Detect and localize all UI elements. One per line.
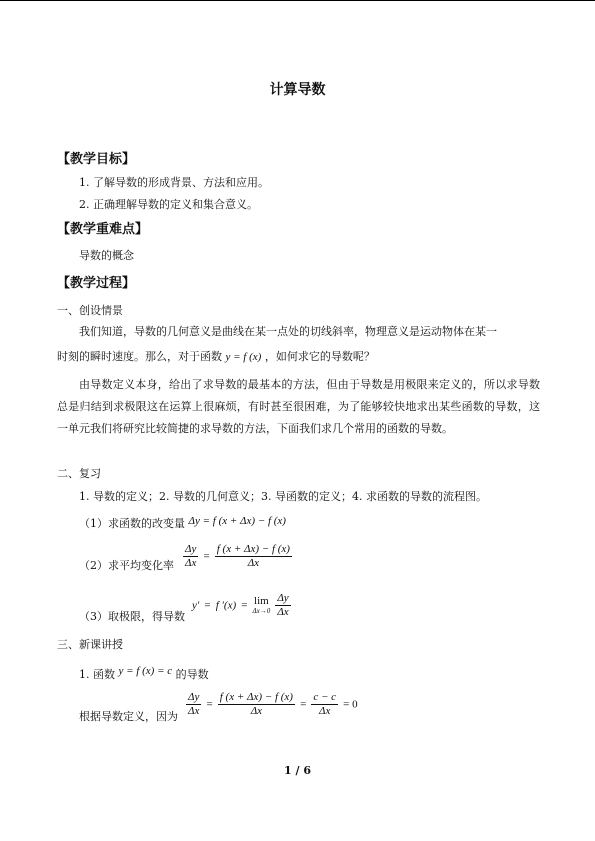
step2-label: （2）求平均变化率 [79, 559, 174, 572]
function-formula-y-fx: y = f (x) [225, 351, 262, 363]
goal-item-2: 2. 正确理解导数的定义和集合意义。 [79, 198, 258, 211]
item1-formula: y = f (x) = c [118, 665, 173, 677]
part1-paragraph-1 [57, 321, 540, 343]
item1-derivation-label: 根据导数定义，因为 [79, 710, 178, 723]
deriv-mid-denominator: Δx [250, 705, 263, 717]
page-title: 计算导数 [269, 82, 326, 98]
step3-formula [192, 592, 291, 619]
step2-lhs-denominator: Δx [185, 557, 197, 569]
step3-y-prime: y′ [192, 599, 200, 612]
part1-paragraph-1-line2 [57, 346, 375, 368]
deriv-mid-numerator: f (x + Δx) − f (x) [219, 691, 293, 703]
equals-sign: = [241, 599, 248, 612]
step1-label: （1）求函数的改变量 [79, 517, 185, 530]
step3-denominator: Δx [277, 606, 289, 618]
deriv-rhs-denominator: Δx [319, 705, 331, 717]
top-rule [0, 0, 595, 1]
part2-heading: 二、复习 [57, 467, 101, 480]
deriv-result: = 0 [343, 698, 358, 711]
limit-text: lim [254, 594, 269, 607]
deriv-mid-fraction [218, 691, 295, 718]
deriv-lhs-fraction [186, 691, 201, 718]
goal-item-1: 1. 了解导数的形成背景、方法和应用。 [79, 176, 269, 189]
part1-p1-c: ，如何求它的导数呢？ [264, 350, 375, 363]
deriv-rhs-fraction [311, 691, 338, 718]
item1-suffix: 的导数 [175, 668, 209, 681]
step2-rhs-denominator: Δx [247, 557, 260, 569]
step3-numerator: Δy [277, 592, 289, 604]
limit-subscript: Δx→0 [252, 606, 271, 615]
page-number: 1 / 6 [284, 764, 311, 777]
limit-operator [253, 596, 271, 616]
deriv-rhs-numerator: c − c [313, 691, 337, 703]
part1-p1-b: 时刻的瞬时速度。那么，对于函数 [57, 350, 222, 363]
step3-f-prime: f ′(x) [215, 599, 237, 612]
section-heading-process: 【教学过程】 [57, 276, 136, 291]
equals-sign: = [204, 599, 211, 612]
step2-lhs-numerator: Δy [185, 543, 197, 555]
part1-heading: 一、创设情景 [57, 304, 123, 317]
part1-p1-a: 我们知道，导数的几何意义是曲线在某一点处的切线斜率，物理意义是运动物体在某一 [79, 325, 497, 338]
section-heading-goals: 【教学目标】 [57, 152, 136, 167]
part2-review-line: 1. 导数的定义；2. 导数的几何意义；3. 导函数的定义；4. 求函数的导数的流程图。 [79, 490, 487, 503]
step2-rhs-numerator: f (x + Δx) − f (x) [216, 543, 290, 555]
equals-sign: = [203, 550, 210, 563]
item1-derivation-formula [186, 691, 358, 718]
deriv-lhs-denominator: Δx [188, 705, 200, 717]
section-heading-keypoints: 【教学重难点】 [57, 222, 149, 237]
step2-lhs-fraction [183, 543, 198, 570]
step3-fraction [275, 592, 290, 619]
deriv-lhs-numerator: Δy [188, 691, 200, 703]
step2-rhs-fraction [215, 543, 292, 570]
step2-row [79, 545, 174, 575]
item1-row [79, 660, 209, 686]
step3-label: （3）取极限，得导数 [79, 610, 185, 623]
equals-sign: = [206, 698, 213, 711]
step1-row [79, 510, 286, 535]
keypoint-text: 导数的概念 [79, 249, 134, 262]
item1-prefix: 1. 函数 [79, 668, 115, 681]
step2-formula [183, 543, 292, 570]
part1-paragraph-2: 由导数定义本身，给出了求导数的最基本的方法，但由于导数是用极限来定义的，所以求导数总是归结到求极限这在运算上很麻烦，有时甚至很困难，为了能够较快地求出某些函数的导数，这一单元我们将研究比较简捷的求导数的方法，下面我们求几个常用的函数的导数。 [57, 378, 540, 435]
equals-sign: = [300, 698, 307, 711]
step1-formula: Δy = f (x + Δx) − f (x) [188, 515, 286, 527]
part3-heading: 三、新课讲授 [57, 638, 123, 651]
